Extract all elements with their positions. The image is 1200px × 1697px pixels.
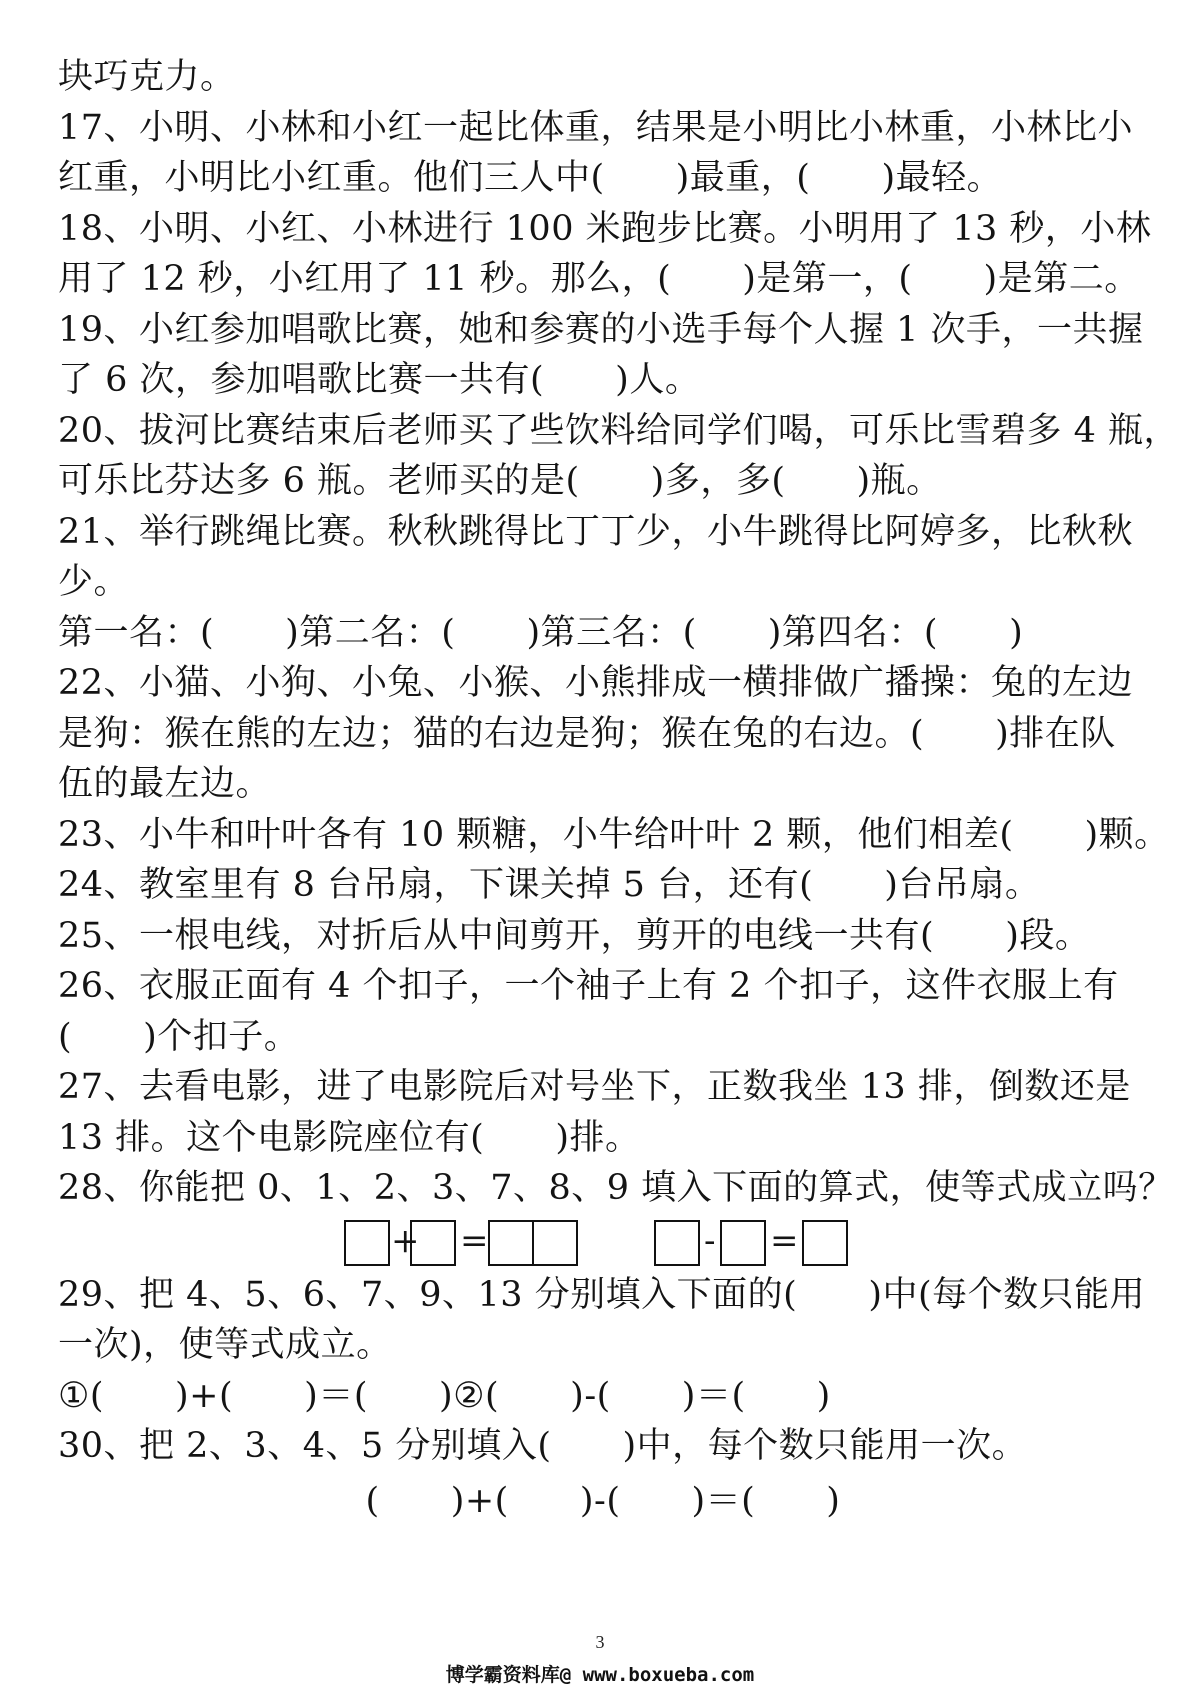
question-27-line-1: 27、去看电影，进了电影院后对号坐下，正数我坐 13 排，倒数还是 <box>58 1067 1131 1107</box>
footer-watermark: 博学霸资料库@ www.boxueba.com <box>445 1664 755 1686</box>
worksheet-content <box>58 52 1180 1526</box>
question-29-line-1: 29、把 4、5、6、7、9、13 分别填入下面的( )中(每个数只能用 <box>58 1274 1146 1315</box>
question-18-line-1: 18、小明、小红、小林进行 100 米跑步比赛。小明用了 13 秒，小林 <box>58 208 1152 249</box>
question-19-line-2: 了 6 次，参加唱歌比赛一共有( )人。 <box>58 360 701 400</box>
answer-box[interactable] <box>654 1220 700 1266</box>
question-22-line-2: 是狗：猴在熊的左边；猫的右边是狗；猴在兔的右边。( )排在队 <box>58 713 1116 754</box>
equals-sign: = <box>770 1220 799 1261</box>
question-20-line-1: 20、拔河比赛结束后老师买了些饮料给同学们喝，可乐比雪碧多 4 瓶， <box>58 410 1180 451</box>
question-17-line-2: 红重，小明比小红重。他们三人中( )最重，( )最轻。 <box>58 158 1003 198</box>
answer-box[interactable] <box>802 1220 848 1266</box>
question-29-equations: ①( )+( )＝( )②( )-( )＝( ) <box>58 1375 831 1416</box>
page-number: 3 <box>595 1632 605 1652</box>
question-30: 30、把 2、3、4、5 分别填入( )中，每个数只能用一次。 <box>58 1426 1028 1466</box>
text-line: 块巧克力。 <box>58 57 236 97</box>
question-28: 28、你能把 0、1、2、3、7、8、9 填入下面的算式，使等式成立吗？ <box>58 1168 1174 1208</box>
equals-sign: = <box>460 1220 489 1261</box>
question-18-line-2: 用了 12 秒，小红用了 11 秒。那么，( )是第一，( )是第二。 <box>58 259 1140 299</box>
answer-box[interactable] <box>488 1220 534 1266</box>
question-20-line-2: 可乐比芬达多 6 瓶。老师买的是( )多，多( )瓶。 <box>58 461 942 501</box>
question-21-ranking: 第一名：( )第二名：( )第三名：( )第四名：( ) <box>58 612 1024 653</box>
question-22-line-3: 伍的最左边。 <box>58 764 272 804</box>
question-27-line-2: 13 排。这个电影院座位有( )排。 <box>58 1117 641 1158</box>
answer-box[interactable] <box>344 1220 390 1266</box>
question-26-line-1: 26、衣服正面有 4 个扣子，一个袖子上有 2 个扣子，这件衣服上有 <box>58 966 1119 1006</box>
answer-box[interactable] <box>410 1220 456 1266</box>
minus-sign: - <box>704 1220 716 1261</box>
question-22-line-1: 22、小猫、小狗、小兔、小猴、小熊排成一横排做广播操：兔的左边 <box>58 663 1134 703</box>
question-19-line-1: 19、小红参加唱歌比赛，她和参赛的小选手每个人握 1 次手，一共握 <box>58 309 1144 350</box>
question-21-line-2: 少。 <box>58 562 130 602</box>
question-17-line-1: 17、小明、小林和小红一起比体重，结果是小明比小林重，小林比小 <box>58 107 1134 148</box>
question-26-line-2: ( )个扣子。 <box>58 1016 300 1057</box>
answer-box[interactable] <box>532 1220 578 1266</box>
question-24: 24、教室里有 8 台吊扇，下课关掉 5 台，还有( )台吊扇。 <box>58 865 1041 905</box>
question-28-equations <box>58 1214 1148 1270</box>
question-29-line-2: 一次)，使等式成立。 <box>58 1325 392 1365</box>
question-30-equation: ( )+( )-( )＝( ) <box>365 1480 841 1521</box>
answer-box[interactable] <box>720 1220 766 1266</box>
question-25: 25、一根电线，对折后从中间剪开，剪开的电线一共有( )段。 <box>58 915 1091 956</box>
question-21-line-1: 21、举行跳绳比赛。秋秋跳得比丁丁少，小牛跳得比阿婷多，比秋秋 <box>58 511 1134 552</box>
question-23: 23、小牛和叶叶各有 10 颗糖，小牛给叶叶 2 颗，他们相差( )颗。 <box>58 814 1170 855</box>
plus-sign: + <box>391 1220 420 1261</box>
